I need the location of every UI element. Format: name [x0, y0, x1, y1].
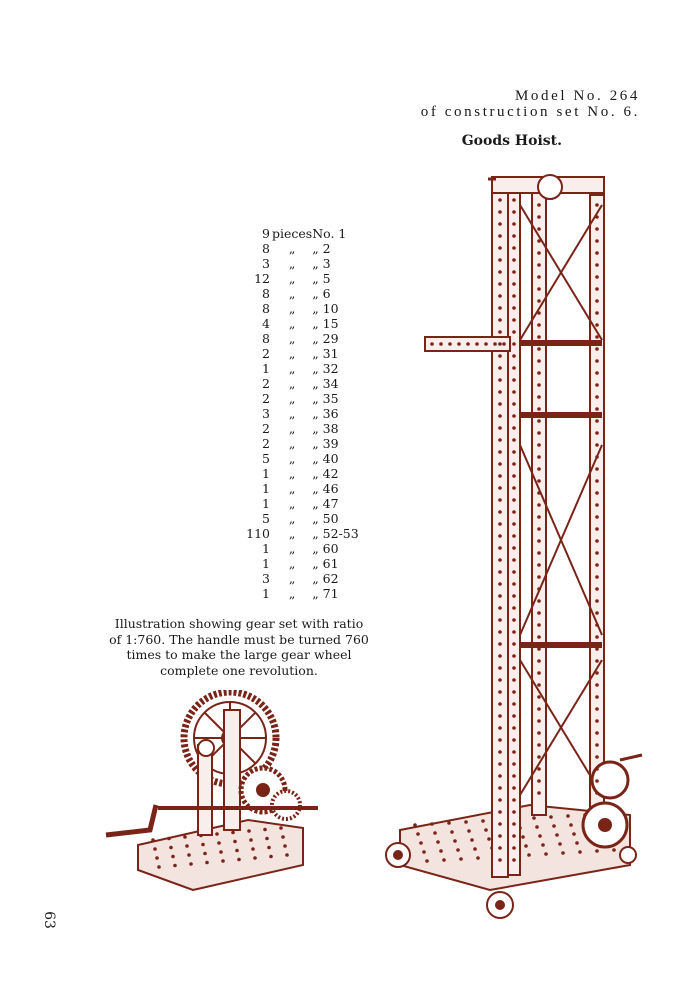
- part-quantity: 8: [262, 241, 270, 256]
- part-unit: „: [288, 526, 296, 541]
- part-unit: „: [288, 541, 296, 556]
- part-quantity: 3: [262, 406, 270, 421]
- parts-list-row: [240, 301, 368, 316]
- part-quantity: 12: [254, 271, 270, 286]
- part-quantity: 3: [262, 571, 270, 586]
- part-unit: „: [288, 451, 296, 466]
- part-unit: „: [288, 496, 296, 511]
- part-number: „ 2: [312, 241, 331, 256]
- part-unit: „: [288, 241, 296, 256]
- parts-list-row: [240, 571, 368, 586]
- part-quantity: 1: [262, 481, 270, 496]
- part-number: „ 39: [312, 436, 339, 451]
- part-unit: „: [288, 271, 296, 286]
- part-number: „ 6: [312, 286, 331, 301]
- part-quantity: 1: [262, 586, 270, 601]
- part-unit: „: [288, 286, 296, 301]
- part-number: „ 38: [312, 421, 339, 436]
- part-quantity: 8: [262, 331, 270, 346]
- part-quantity: 5: [262, 451, 270, 466]
- part-quantity: 2: [262, 376, 270, 391]
- parts-list-row: [240, 391, 368, 406]
- gear-set-illustration: [98, 690, 338, 895]
- part-quantity: 1: [262, 556, 270, 571]
- part-quantity: 2: [262, 391, 270, 406]
- parts-list-row: [240, 361, 368, 376]
- parts-list-row: [240, 226, 368, 241]
- parts-list-row: [240, 331, 368, 346]
- part-unit: „: [288, 376, 296, 391]
- parts-list-row: [240, 586, 368, 601]
- part-number: „ 61: [312, 556, 339, 571]
- part-unit: „: [288, 511, 296, 526]
- part-number: „ 10: [312, 301, 339, 316]
- part-number: „ 5: [312, 271, 331, 286]
- part-unit: „: [288, 391, 296, 406]
- part-quantity: 1: [262, 466, 270, 481]
- parts-list-row: [240, 466, 368, 481]
- parts-list-row: [240, 376, 368, 391]
- part-quantity: 1: [262, 541, 270, 556]
- parts-list-row: [240, 271, 368, 286]
- part-number: „ 40: [312, 451, 339, 466]
- part-number: „ 3: [312, 256, 331, 271]
- part-quantity: 1: [262, 361, 270, 376]
- part-unit: „: [288, 556, 296, 571]
- part-quantity: 110: [246, 526, 270, 541]
- parts-list-row: [240, 556, 368, 571]
- part-quantity: 8: [262, 301, 270, 316]
- parts-list-row: [240, 241, 368, 256]
- part-unit: „: [288, 436, 296, 451]
- part-unit: „: [288, 316, 296, 331]
- part-number: „ 35: [312, 391, 339, 406]
- model-name-title: Goods Hoist.: [461, 133, 562, 149]
- part-unit: „: [288, 361, 296, 376]
- page-number: 63: [40, 911, 57, 929]
- parts-list-row: [240, 436, 368, 451]
- part-quantity: 9: [262, 226, 270, 241]
- gear-illustration-caption: Illustration showing gear set with ratio of 1:760. The handle must be turned 760 times to make the large gear wheel complete one revolution.: [109, 616, 369, 678]
- part-unit: „: [288, 331, 296, 346]
- part-number: „ 46: [312, 481, 339, 496]
- parts-list: [240, 226, 368, 601]
- part-unit: „: [288, 466, 296, 481]
- model-number-heading: Model No. 264: [514, 88, 640, 104]
- part-number: „ 34: [312, 376, 339, 391]
- parts-list-row: [240, 481, 368, 496]
- parts-list-row: [240, 316, 368, 331]
- part-number: „ 52-53: [312, 526, 359, 541]
- part-quantity: 2: [262, 436, 270, 451]
- goods-hoist-illustration: [380, 165, 650, 925]
- part-number: „ 36: [312, 406, 339, 421]
- part-unit: „: [288, 301, 296, 316]
- part-number: „ 47: [312, 496, 339, 511]
- part-unit: „: [288, 406, 296, 421]
- part-quantity: 5: [262, 511, 270, 526]
- part-quantity: 2: [262, 421, 270, 436]
- parts-list-row: [240, 421, 368, 436]
- part-unit: „: [288, 481, 296, 496]
- part-number: No. 1: [312, 226, 347, 241]
- part-unit: „: [288, 421, 296, 436]
- part-number: „ 60: [312, 541, 339, 556]
- parts-list-row: [240, 511, 368, 526]
- part-quantity: 4: [262, 316, 270, 331]
- part-quantity: 8: [262, 286, 270, 301]
- part-number: „ 32: [312, 361, 339, 376]
- part-quantity: 3: [262, 256, 270, 271]
- parts-list-row: [240, 541, 368, 556]
- part-unit: „: [288, 586, 296, 601]
- parts-list-row: [240, 406, 368, 421]
- part-unit: pieces: [272, 226, 313, 241]
- part-number: „ 50: [312, 511, 339, 526]
- part-quantity: 2: [262, 346, 270, 361]
- parts-list-row: [240, 451, 368, 466]
- part-unit: „: [288, 346, 296, 361]
- parts-list-row: [240, 526, 368, 541]
- part-number: „ 71: [312, 586, 339, 601]
- parts-list-row: [240, 256, 368, 271]
- parts-list-row: [240, 346, 368, 361]
- part-number: „ 15: [312, 316, 339, 331]
- part-number: „ 62: [312, 571, 339, 586]
- part-number: „ 29: [312, 331, 339, 346]
- part-unit: „: [288, 571, 296, 586]
- part-number: „ 31: [312, 346, 339, 361]
- construction-set-heading: of construction set No. 6.: [420, 104, 640, 120]
- part-quantity: 1: [262, 496, 270, 511]
- parts-list-row: [240, 496, 368, 511]
- part-number: „ 42: [312, 466, 339, 481]
- part-unit: „: [288, 256, 296, 271]
- parts-list-row: [240, 286, 368, 301]
